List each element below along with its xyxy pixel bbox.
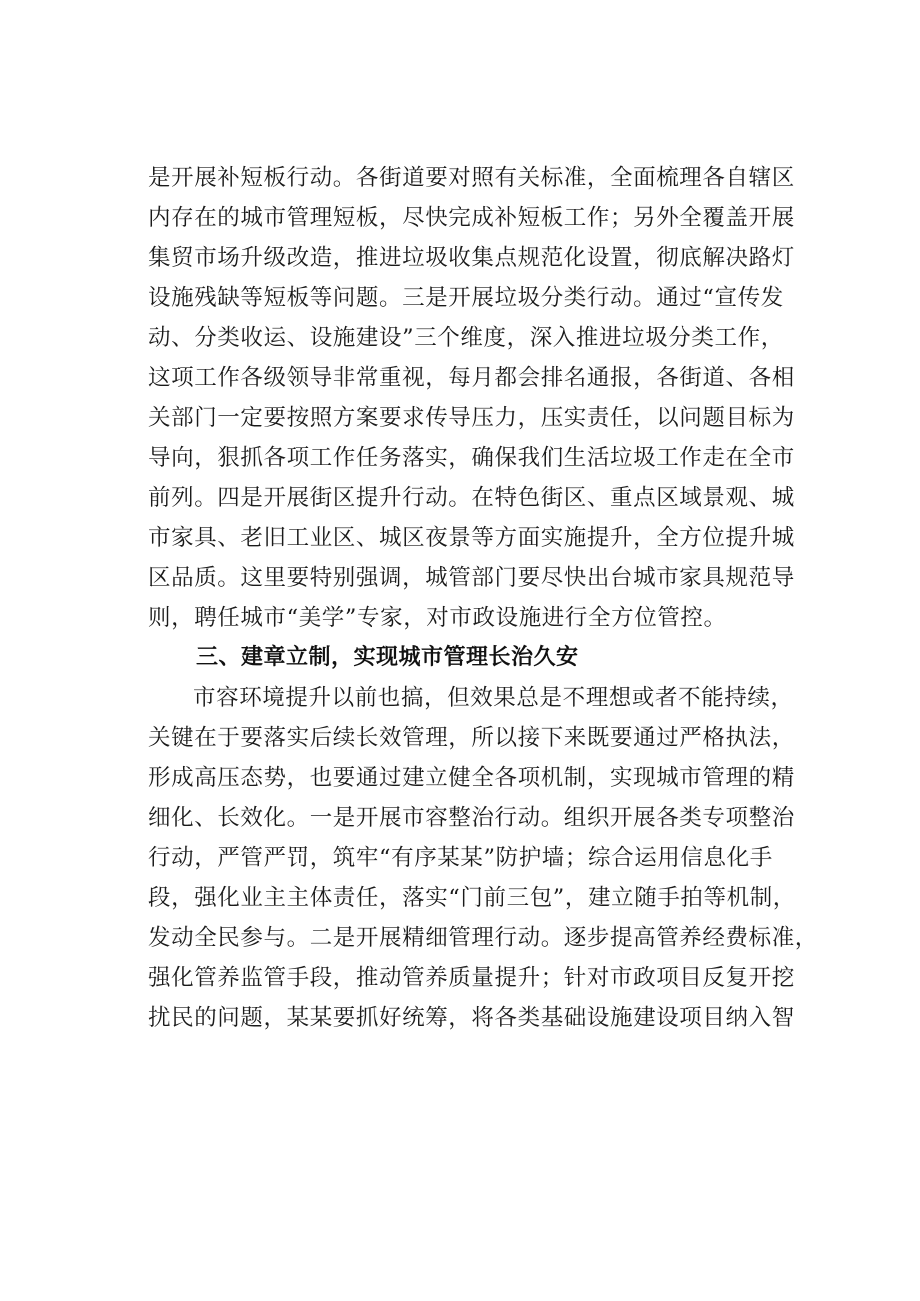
paragraph-line: 是开展补短板行动。各街道要对照有关标准，全面梳理各自辖区 [148,165,795,191]
paragraph-line: 细化、长效化。一是开展市容整治行动。组织开展各类专项整治 [148,805,795,831]
paragraph-line: 发动全民参与。二是开展精细管理行动。逐步提高管养经费标准， [148,925,818,951]
paragraph-line: 形成高压态势，也要通过建立健全各项机制，实现城市管理的精 [148,765,795,791]
paragraph-line: 这项工作各级领导非常重视，每月都会排名通报，各街道、各相 [148,365,795,391]
paragraph-line: 市容环境提升以前也搞，但效果总是不理想或者不能持续， [193,685,794,711]
paragraph-2 [148,678,818,1038]
section-heading: 三、建章立制，实现城市管理长治久安 [196,645,579,670]
paragraph-line: 则，聘任城市“美学”专家，对市政设施进行全方位管控。 [148,605,727,631]
paragraph-line: 市家具、老旧工业区、城区夜景等方面实施提升，全方位提升城 [148,525,795,551]
paragraph-line: 动、分类收运、设施建设”三个维度，深入推进垃圾分类工作， [148,325,784,351]
paragraph-line: 段，强化业主主体责任，落实“门前三包”，建立随手拍等机制， [148,885,796,911]
paragraph-line: 内存在的城市管理短板，尽快完成补短板工作；另外全覆盖开展 [148,205,795,231]
paragraph-line: 区品质。这里要特别强调，城管部门要尽快出台城市家具规范导 [148,565,795,591]
paragraph-1 [148,158,808,638]
paragraph-line: 扰民的问题，某某要抓好统筹，将各类基础设施建设项目纳入智 [148,1005,795,1031]
paragraph-line: 关键在于要落实后续长效管理，所以接下来既要通过严格执法， [148,725,795,751]
paragraph-line: 集贸市场升级改造，推进垃圾收集点规范化设置，彻底解决路灯 [148,245,795,271]
paragraph-line: 导向，狠抓各项工作任务落实，确保我们生活垃圾工作走在全市 [148,445,795,471]
paragraph-line: 行动，严管严罚，筑牢“有序某某”防护墙；综合运用信息化手 [148,845,773,871]
document-body [148,158,818,1038]
paragraph-line: 前列。四是开展街区提升行动。在特色街区、重点区域景观、城 [148,485,795,511]
paragraph-line: 设施残缺等短板等问题。三是开展垃圾分类行动。通过“宣传发 [148,285,784,311]
paragraph-line: 关部门一定要按照方案要求传导压力，压实责任，以问题目标为 [148,405,795,431]
paragraph-line: 强化管养监管手段，推动管养质量提升；针对市政项目反复开挖 [148,965,795,991]
